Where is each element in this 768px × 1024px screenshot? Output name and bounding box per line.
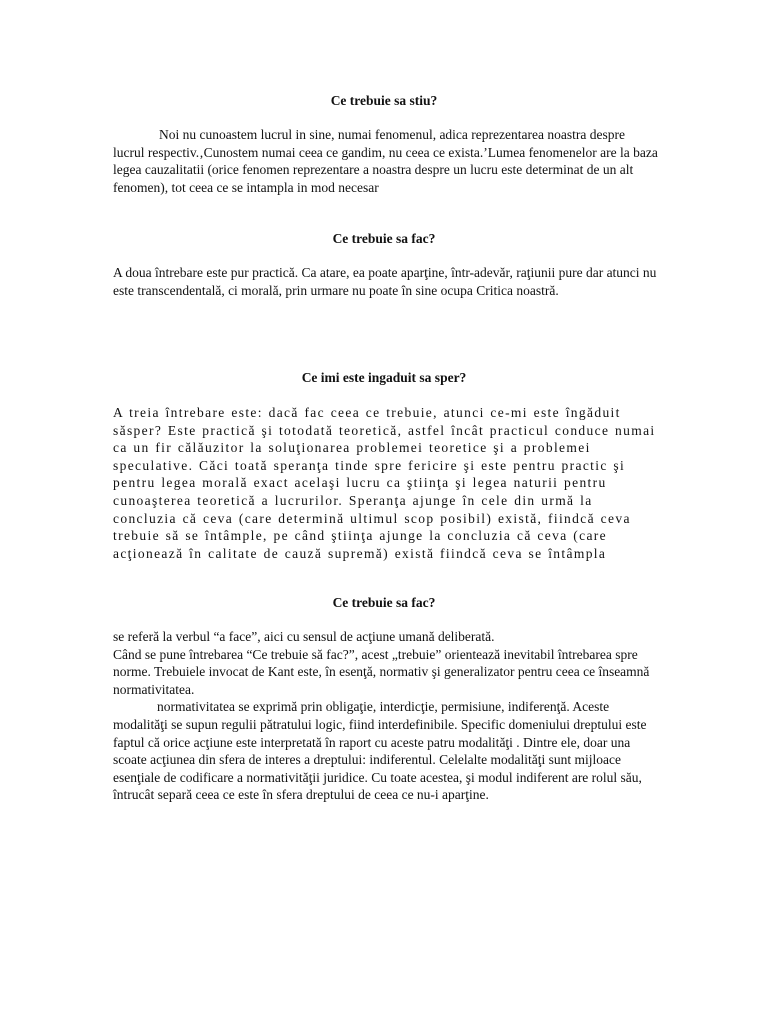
section-heading: Ce trebuie sa fac? [332,595,436,610]
paragraph-text: Noi nu cunoastem lucrul in sine, numai fenomenul, adica reprezentarea noastra despre lucrul respectiv.‚Cunostem numai ceea ce gandim, nu ceea ce exista.’Lumea fenomenelor are la baza legea cauzalitatii (orice fenomen reprezentare a noastra despre un lucru este determinat de un alt fenomen), tot ceea ce se intampla in mod necesar [113,127,658,195]
paragraph [113,404,658,562]
section-heading: Ce trebuie sa fac? [332,231,436,246]
paragraph [113,264,658,299]
section-heading: Ce trebuie sa stiu? [330,93,438,108]
section-heading: Ce imi este ingaduit sa sper? [301,370,467,385]
paragraph [113,126,658,196]
paragraph-text: A doua întrebare este pur practică. Ca atare, ea poate aparţine, într-adevăr, raţiunii pure dar atunci nu este transcendentală, ci morală, prin urmare nu poate în sine ocupa Critica noastră. [113,265,657,298]
paragraph-text: se referă la verbul “a face”, aici cu sensul de acţiune umană deliberată. [113,629,495,644]
paragraph [113,628,658,804]
paragraph-text: A treia întrebare este: dacă fac ceea ce trebuie, atunci ce-mi este îngăduit săsper? Este practică şi totodată teoretică, astfel încât practicul conduce numai ca un fir călăuzitor la soluţionarea problemei teoretice şi a problemei speculative. Căci toată speranţa tinde spre fericire şi este pentru practic şi pentru legea morală exact acelaşi lucru ca ştiinţa şi legea naturii pentru cunoaşterea teoretică a lucrurilor. Speranţa ajunge în cele din urmă la concluzia că ceva (care determină ultimul scop posibil) există, fiindcă ceva trebuie să se întâmple, pe când ştiinţa ajunge la concluzia că ceva (care acţionează în calitate de cauză supremă) există fiindcă ceva se întâmpla [113,405,656,561]
paragraph-text: Când se pune întrebarea “Ce trebuie să fac?”, acest „trebuie” orientează inevitabil întrebarea spre norme. Trebuiele invocat de Kant este, în esenţă, normativ şi generalizator pentru ceea ce înseamnă normativitatea. [113,646,650,697]
paragraph-text: normativitatea se exprimă prin obligaţie, interdicţie, permisiune, indiferenţă. Aceste modalităţi se supun regulii pătratului logic, fiind interdefinibile. Specific domeniului dreptului este faptul că orice acţiune este interpretată în raport cu aceste patru modalităţi . Dintre ele, doar una scoate acţiunea din sfera de interes a dreptului: indiferentul. Celelalte modalităţi sunt mijloace esenţiale de codificare a normativităţii juridice. Cu toate acestea, şi modul indiferent are rolul său, întrucât separă ceea ce este în sfera dreptului de ceea ce nu-i aparţine. [113,699,647,803]
